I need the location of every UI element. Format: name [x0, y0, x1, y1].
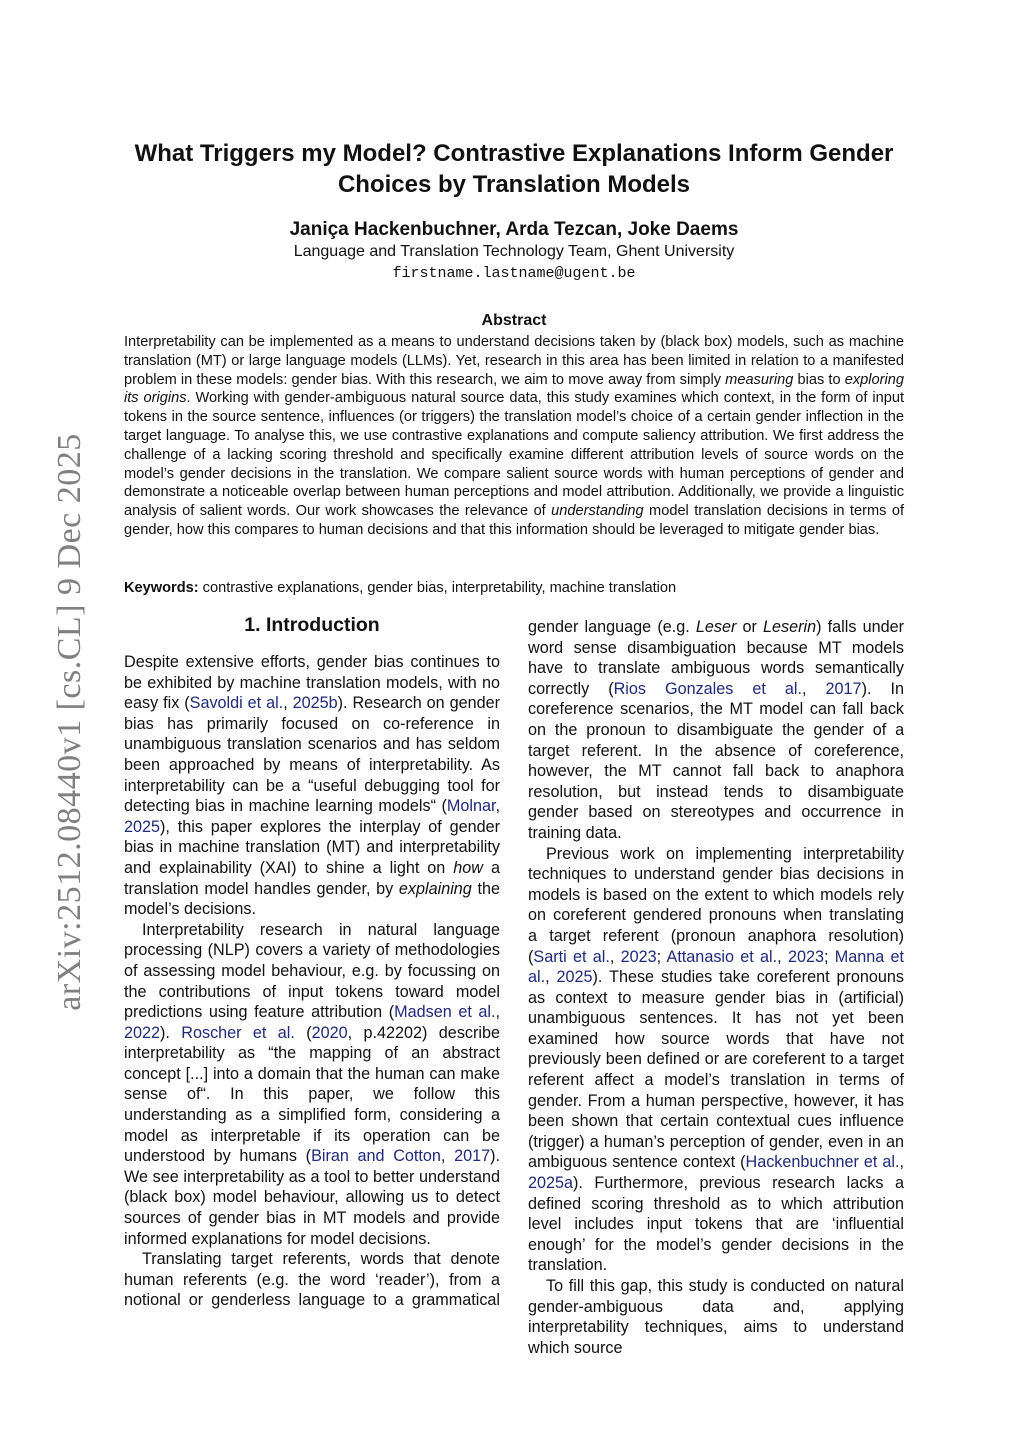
citation-link[interactable]: Attanasio et al.	[666, 947, 778, 966]
title-line-2: Choices by Translation Models	[337, 171, 691, 198]
citation-link[interactable]: Molnar	[446, 797, 496, 816]
intro-paragraph-4: Previous work on implementing interpretability techniques to understand gender bias decisions in models is based on the extent to which models rely on coreferent gendered pronouns when translating a target referent (pronoun anaphora resolution) (Sarti et al., 2023; Attanasio et al., 2023; Manna et al., 2025). These studies take coreferent pronouns as context to measure gender bias in (artificial) unambiguous sentences. It has not yet been examined how source words that have not previously been defined or are coreferent to a target referent affect a model’s translation in terms of gender. From a human perspective, however, it has been shown that certain contextual cues influence (trigger) a human’s perception of gender, even in an ambiguous sentence context (Hackenbuchner et al., 2025a). Furthermore, previous research lacks a defined scoring threshold as to which attribution level includes input tokens that are ‘influential enough’ for the model’s gender decisions in the translation.	[528, 844, 905, 1275]
citation-link[interactable]	[766, 680, 785, 698]
citation-link[interactable]: 2023	[620, 947, 657, 966]
intro-paragraph-1: Despite extensive efforts, gender bias continues to be exhibited by machine translation models, with no easy fix (Savoldi et al., 2025b). Research on gender bias has primarily focused on co-reference in unambiguous translation scenarios and has seldom been approached by means of interpretability. As interpretability can be a “useful debugging tool for detecting bias in machine learning models“ (Molnar, 2025), this paper explores the interplay of gender bias in machine translation (MT) and interpretability and explainability (XAI) to shine a light on how a translation model handles gender, by explaining the model’s decisions.	[124, 653, 500, 919]
citation-link[interactable]: Hackenbuchner et al.	[745, 1153, 900, 1172]
keywords	[124, 578, 904, 598]
intro-paragraph-2: Interpretability research in natural language processing (NLP) covers a variety of methodologies of assessing model behaviour, e.g. by focussing on the contributions of input tokens toward model predictions using feature attribution (Madsen et al., 2022). Roscher et al. (2020, p.42202) describe interpretability as “the mapping of an abstract concept [...] into a domain that the human can make sense of“. In this paper, we follow this understanding as a simplified form, considering a model as interpretable if its operation can be understood by humans (Biran and Cotton, 2017). We see interpretability as a tool to better understand (black box) model behaviour, allowing us to detect sources of gender bias in MT models and provide informed explanations for model decisions.	[124, 920, 500, 1248]
citation-link[interactable]: 2025	[556, 968, 593, 987]
citation-link[interactable]: Gonzales	[664, 679, 734, 698]
citation-link[interactable]: Rios	[613, 679, 646, 698]
citation-link[interactable]	[646, 680, 665, 698]
citation-link[interactable]: Madsen et al.	[394, 1003, 496, 1022]
right-column	[528, 617, 904, 1358]
citation-link[interactable]: Roscher et al.	[181, 1023, 295, 1042]
title-line-1: What Triggers my Model? Contrastive Explanations Inform Gender	[134, 140, 894, 167]
citation-link[interactable]: 2017	[454, 1147, 491, 1166]
citation-link[interactable]: 2017	[825, 679, 862, 698]
left-column	[124, 612, 500, 1311]
affiliation: Language and Translation Technology Team, Ghent University	[293, 243, 735, 260]
abstract-body: Interpretability can be implemented as a means to understand decisions taken by (black box) models, such as machine translation (MT) or large language models (LLMs). Yet, research in this area has been limited in relation to a manifested problem in these models: gender bias. With this research, we aim to move away from simply measuring bias to exploring its origins. Working with gender-ambiguous natural source data, this study examines which context, in the form of input tokens in the source sentence, influences (or triggers) the translation model’s choice of a certain gender inflection in the target language. To analyse this, we use contrastive explanations and compute saliency attribution. We first address the challenge of a lacking scoring threshold and specifically examine different attribution levels of source words on the model’s gender decisions in the translation. We compare salient source words with human perceptions of gender and demonstrate a noticeable overlap between human perceptions and model attribution. Additionally, we provide a linguistic analysis of salient words. Our work showcases the relevance of understanding model translation decisions in terms of gender, how this compares to human decisions and that this information should be leveraged to mitigate gender bias.	[124, 334, 904, 538]
keywords-label: Keywords:	[124, 580, 199, 596]
section-heading-introduction: 1. Introduction	[244, 614, 380, 636]
citation-link[interactable]: 2025	[124, 817, 161, 836]
citation-link[interactable]	[733, 680, 752, 698]
citation-link[interactable]: Biran and Cotton	[311, 1147, 441, 1166]
keywords-text: contrastive explanations, gender bias, interpretability, machine translation	[198, 580, 677, 596]
citation-link[interactable]: Savoldi et al.	[189, 694, 284, 713]
intro-paragraph-3: Translating target referents, words that denote human referents (e.g. the word ‘reader’), from a notional or genderless language to a grammatical	[124, 1250, 501, 1310]
paper-title	[124, 138, 904, 200]
citation-link[interactable]: 2022	[124, 1023, 161, 1042]
citation-link[interactable]: 2023	[787, 947, 824, 966]
intro-paragraph-3-continued: gender language (e.g. Leser or Leserin) falls under word sense disambiguation because MT models have to translate ambiguous words semantically correctly (Rios Gonzales et al., 2017). In coreference scenarios, the MT model can fall back on the pronoun to disambiguate the gender of a target referent. In the absence of coreference, however, the MT cannot fall back to anaphora resolution, but instead tends to disambiguate gender based on stereotypes and occurrence in training data.	[528, 618, 905, 842]
citation-link[interactable]: 2020	[311, 1023, 348, 1042]
citation-link[interactable]: Sarti et al.	[533, 947, 610, 966]
citation-link[interactable]: al.	[784, 679, 803, 698]
author-list: Janiça Hackenbuchner, Arda Tezcan, Joke Daems	[289, 219, 739, 240]
intro-paragraph-5: To fill this gap, this study is conducted on natural gender-ambiguous data and, applying interpretability techniques, aims to understand which source	[528, 1277, 904, 1357]
abstract-heading: Abstract	[481, 312, 547, 329]
citation-link[interactable]: Manna et al.	[528, 947, 905, 987]
citation-link[interactable]: 2025b	[292, 694, 338, 713]
author-email: firstname.lastname@ugent.be	[392, 265, 636, 282]
arxiv-identifier: arXiv:2512.08440v1 [cs.CL] 9 Dec 2025	[51, 433, 88, 1011]
citation-link[interactable]: et	[752, 679, 766, 698]
citation-link[interactable]: 2025a	[528, 1174, 574, 1193]
